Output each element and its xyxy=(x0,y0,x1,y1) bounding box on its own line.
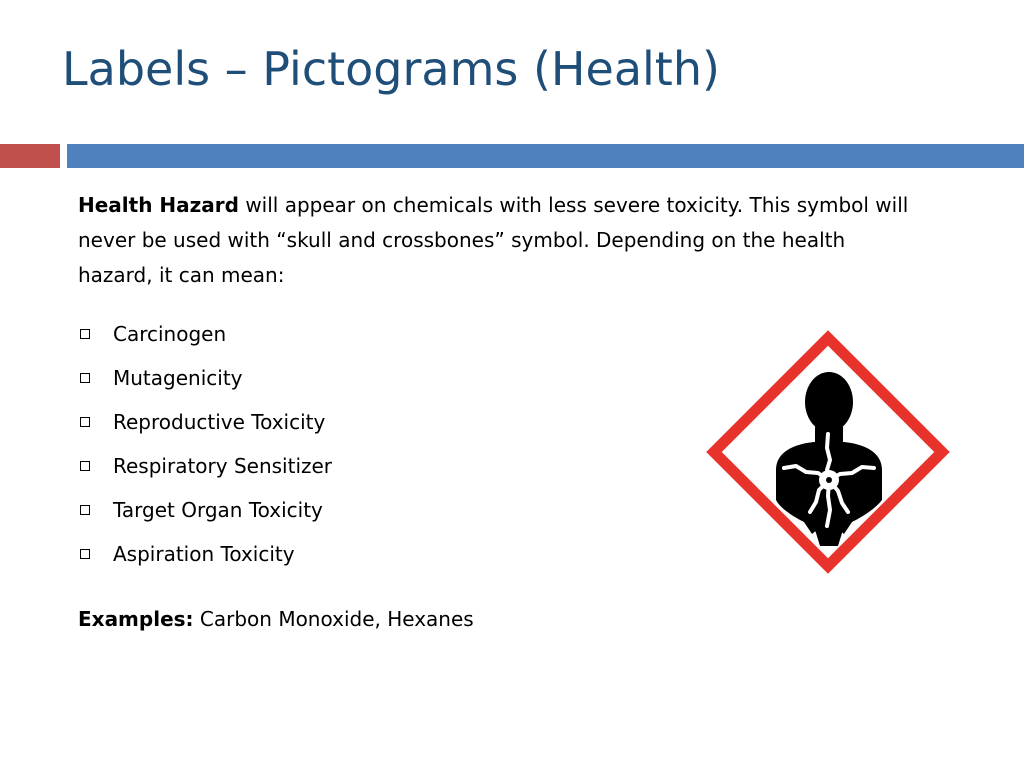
list-item xyxy=(78,312,332,356)
list-item xyxy=(78,532,332,576)
accent-bar-right xyxy=(67,144,1024,168)
square-bullet-icon xyxy=(80,417,90,427)
list-item-label: Mutagenicity xyxy=(113,366,243,390)
list-item-label: Reproductive Toxicity xyxy=(113,410,326,434)
list-item-label: Aspiration Toxicity xyxy=(113,542,295,566)
list-item xyxy=(78,356,332,400)
intro-paragraph xyxy=(78,188,918,293)
health-hazard-pictogram-icon xyxy=(706,330,950,574)
list-item-label: Carcinogen xyxy=(113,322,227,346)
accent-bar-left xyxy=(0,144,60,168)
list-item-label: Respiratory Sensitizer xyxy=(113,454,333,478)
slide-title: Labels – Pictograms (Health) xyxy=(62,42,720,96)
square-bullet-icon xyxy=(80,373,90,383)
examples-text: Carbon Monoxide, Hexanes xyxy=(193,607,474,631)
square-bullet-icon xyxy=(80,549,90,559)
list-item xyxy=(78,400,332,444)
examples-label: Examples: xyxy=(78,607,194,631)
list-item xyxy=(78,444,332,488)
square-bullet-icon xyxy=(80,461,90,471)
list-item-label: Target Organ Toxicity xyxy=(113,498,323,522)
square-bullet-icon xyxy=(80,505,90,515)
intro-text: will appear on chemicals with less severe toxicity. This symbol will never be used with “skull and crossbones” symbol. Depending on the health hazard, it can mean: xyxy=(78,193,909,287)
hazard-list xyxy=(78,312,332,576)
list-item xyxy=(78,488,332,532)
examples-line xyxy=(78,602,474,637)
health-hazard-term: Health Hazard xyxy=(78,193,239,217)
square-bullet-icon xyxy=(80,329,90,339)
